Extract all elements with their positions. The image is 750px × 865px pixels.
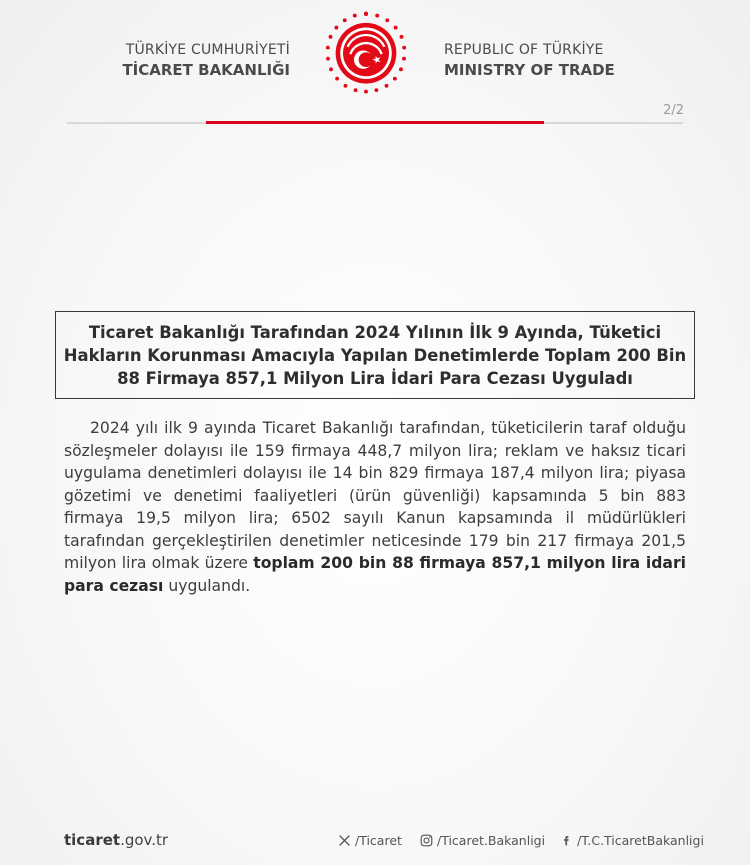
instagram-icon [420, 834, 433, 847]
footer-instagram-handle: /Ticaret.Bakanligi [437, 833, 546, 848]
x-icon [338, 834, 351, 847]
footer-instagram-link[interactable] [420, 833, 545, 848]
body-paragraph [64, 417, 686, 597]
footer-x-handle: /Ticaret [355, 833, 402, 848]
footer-x-link[interactable] [338, 833, 402, 848]
header-right-line1: REPUBLIC OF TÜRKİYE [444, 42, 604, 58]
header-right [444, 42, 684, 79]
body-text-bold: toplam 200 bin 88 firmaya 857,1 milyon lira idari para cezası [64, 554, 686, 595]
footer-facebook-link[interactable] [560, 833, 704, 848]
header-left-line1: TÜRKİYE CUMHURİYETİ [125, 42, 290, 58]
footer-site-bold: ticaret [64, 831, 121, 849]
footer-site-rest: .gov.tr [120, 831, 169, 849]
ministry-emblem-icon [320, 10, 412, 102]
facebook-icon [560, 834, 573, 847]
footer-facebook-handle: /T.C.TicaretBakanligi [577, 833, 704, 848]
page-title: Ticaret Bakanlığı Tarafından 2024 Yılının İlk 9 Ayında, Tüketici Hakların Korunması Amacıyla Yapılan Denetimlerde Toplam 200 Bin 88 Firmaya 857,1 Milyon Lira İdari Para Cezası Uyguladı [63, 322, 687, 388]
header-left-line2: TİCARET BAKANLIĞI [122, 61, 290, 79]
body-text-main: 2024 yılı ilk 9 ayında Ticaret Bakanlığı tarafından, tüketicilerin taraf olduğu sözleşmeler dolayısı ile 159 firmaya 448,7 milyon lira; reklam ve haksız ticari uygulama denetimleri dolayısı ile 14 bin 829 firmaya 187,4 milyon lira; piyasa gözetimi ve denetimi faaliyetleri (ürün güvenliği) kapsamında 5 bin 883 firmaya 19,5 milyon lira; 6502 sayılı Kanun kapsamında il müdürlükleri tarafından gerçekleştirilen denetimler neticesinde 179 bin 217 firmaya 201,5 milyon lira olmak üzere [64, 419, 686, 572]
header-right-line2: MINISTRY OF TRADE [444, 61, 615, 79]
page-indicator: 2/2 [663, 103, 684, 118]
body-text-end: uygulandı. [163, 576, 251, 595]
header-left [60, 42, 290, 79]
header-divider-accent [206, 121, 544, 124]
footer-website-link[interactable] [64, 831, 168, 849]
title-box [55, 311, 695, 399]
